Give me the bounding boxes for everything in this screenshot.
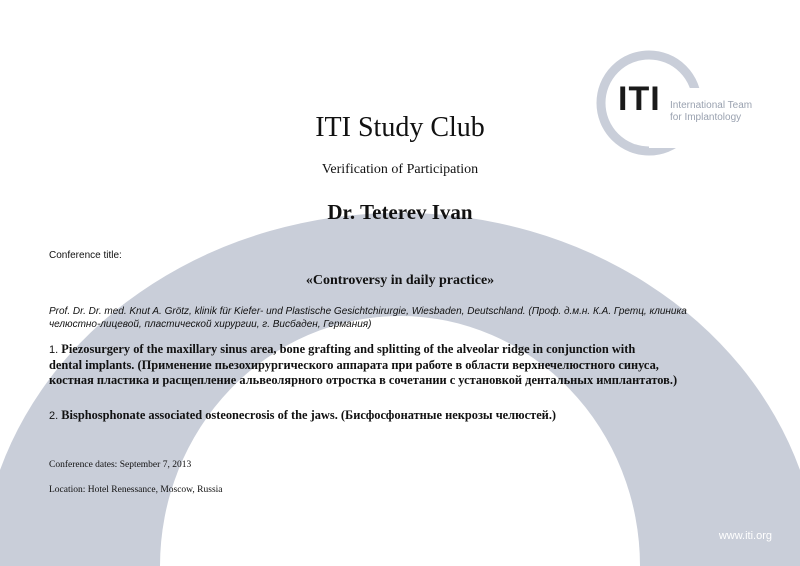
lecturer-info xyxy=(49,305,739,331)
topic-item xyxy=(49,342,749,388)
topic-line1: Bisphosphonate associated osteonecrosis of the jaws. (Бисфосфонатные некрозы челюстей.) xyxy=(61,408,557,422)
footer-url: www.iti.org xyxy=(718,530,772,542)
topic-number: 1. xyxy=(49,344,59,356)
lecturer-line1: Prof. Dr. Dr. med. Knut A. Grötz, klinik für Kiefer- und Plastische Gesichtchirurgie, Wiesbaden, Deutschland. (Проф. д.м.н. К.А. Гретц, клиника xyxy=(49,306,687,317)
topic-line1: Piezosurgery of the maxillary sinus area, bone grafting and splitting of the alveolar ridge in conjunction with xyxy=(61,342,636,356)
logo-caption-line2: for Implantology xyxy=(670,112,742,123)
topic-item xyxy=(49,408,749,424)
topic-line3: костная пластика и расщепление альвеолярного отростка в сочетании с установкой дентальных имплантатов.) xyxy=(49,373,678,387)
certificate-subtitle: Verification of Participation xyxy=(321,162,479,177)
topic-line2: dental implants. (Применение пьезохирургического аппарата при работе в области верхнечелюстного синуса, xyxy=(49,358,659,372)
conference-dates: Conference dates: September 7, 2013 xyxy=(49,460,192,470)
conference-title: «Controversy in daily practice» xyxy=(305,273,495,288)
participant-name: Dr. Teterev Ivan xyxy=(327,200,473,224)
logo-mark: ITI xyxy=(618,80,661,118)
logo-caption-line1: International Team xyxy=(670,100,753,111)
page-title: ITI Study Club xyxy=(315,112,485,143)
topic-number: 2. xyxy=(49,410,59,422)
conference-label: Conference title: xyxy=(49,250,122,261)
conference-location: Location: Hotel Renessance, Moscow, Russia xyxy=(49,485,223,495)
lecturer-line2: челюстно-лицевой, пластической хирургии, г. Висбаден, Германия) xyxy=(49,319,372,330)
